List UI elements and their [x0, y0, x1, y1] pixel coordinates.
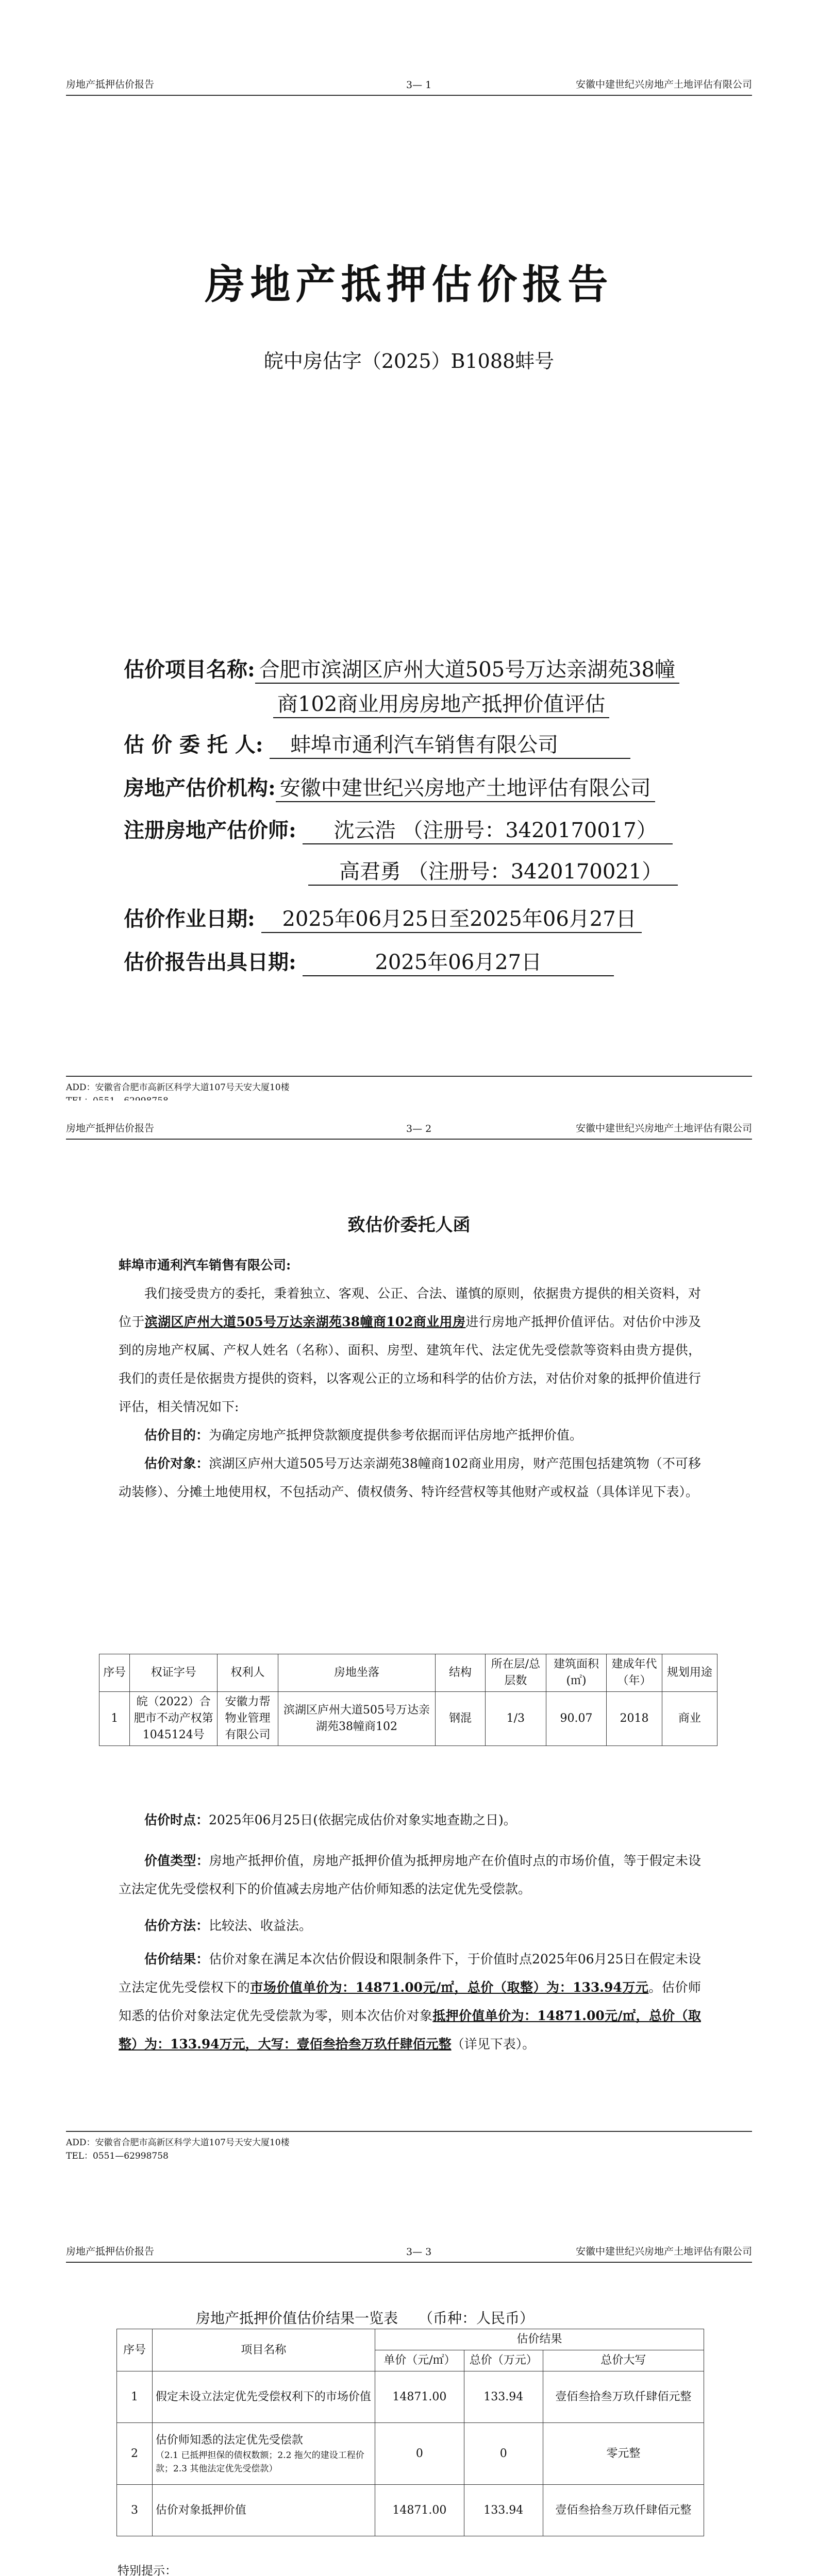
letter-body — [119, 1251, 701, 1506]
header-right: 安徽中建世纪兴房地产土地评估有限公司 — [575, 1123, 752, 1134]
header-left: 房地产抵押估价报告 — [66, 79, 155, 90]
project-name-row — [124, 653, 711, 684]
result-table — [116, 2329, 704, 2536]
result-market-value: 市场价值单价为：14871.00元/㎡，总价（取整）为：133.94万元 — [250, 1980, 649, 1995]
method-label: 估价方法： — [144, 1918, 209, 1933]
page-header — [66, 1121, 752, 1140]
result-table-title-text: 房地产抵押价值估价结果一览表 — [196, 2310, 398, 2327]
table-header-row — [99, 1654, 717, 1692]
appraiser-label: 注册房地产估价师: — [124, 818, 296, 842]
table-row — [117, 2423, 704, 2485]
rcell-upper: 壹佰叁拾叁万玖仟肆佰元整 — [543, 2371, 704, 2423]
cell-year: 2018 — [607, 1692, 662, 1746]
rcell-no: 3 — [117, 2485, 153, 2536]
footer-address: ADD：安徽省合肥市高新区科学大道107号天安大厦10楼 — [66, 2138, 290, 2148]
cell-location: 滨湖区庐州大道505号万达亲湖苑38幢商102 — [278, 1692, 435, 1746]
object-label: 估价对象： — [144, 1456, 209, 1471]
cell-no: 1 — [99, 1692, 130, 1746]
time-para — [119, 1806, 701, 1834]
org-label: 房地产估价机构: — [124, 776, 276, 800]
table-row — [117, 2485, 704, 2536]
cell-area: 90.07 — [546, 1692, 607, 1746]
rcell-item-sub: （2.1 已抵押担保的债权数额；2.2 拖欠的建设工程价款；2.3 其他法定优先受偿款） — [155, 2450, 364, 2474]
project-value-1: 合肥市滨湖区庐州大道505号万达亲湖苑38幢 — [255, 653, 679, 684]
work-date-label: 估价作业日期: — [124, 907, 255, 931]
property-table — [99, 1654, 717, 1746]
client-value: 蚌埠市通利汽车销售有限公司 — [270, 728, 630, 759]
letter-addressee: 蚌埠市通利汽车销售有限公司: — [119, 1258, 291, 1273]
rcell-total: 0 — [464, 2423, 543, 2485]
th-use: 规划用途 — [662, 1654, 717, 1692]
th-location: 房地坐落 — [278, 1654, 435, 1692]
notes-label: 特别提示： — [118, 2564, 177, 2576]
rth-result: 估价结果 — [375, 2329, 704, 2350]
special-notes — [118, 2560, 705, 2576]
purpose-para — [119, 1421, 701, 1449]
result-a: 估价对象在满足本次估价假设和限制条件下，于价值时点2025年06月25日在假定未设立法定优先受偿权下的 — [119, 1952, 701, 1995]
th-year: 建成年代（年） — [607, 1654, 662, 1692]
header-right: 安徽中建世纪兴房地产土地评估有限公司 — [575, 79, 752, 90]
method-para — [119, 1911, 701, 1940]
type-para — [119, 1846, 701, 1903]
issue-date-label: 估价报告出具日期: — [124, 950, 296, 974]
issue-date-value: 2025年06月27日 — [303, 946, 614, 976]
table-row — [117, 2371, 704, 2423]
rcell-item — [152, 2423, 375, 2485]
result-table-title — [196, 2307, 534, 2328]
rcell-upper: 壹佰叁拾叁万玖仟肆佰元整 — [543, 2485, 704, 2536]
result-mortgage-value: 抵押价值单价为：14871.00元/㎡，总价（取整）为：133.94万元，大写：壹佰叁拾叁万玖仟肆佰元整 — [119, 2008, 701, 2052]
th-floor: 所在层/总层数 — [485, 1654, 546, 1692]
rth-item: 项目名称 — [152, 2329, 375, 2371]
header-left: 房地产抵押估价报告 — [66, 1123, 155, 1134]
table-row — [99, 1692, 717, 1746]
letter-title: 致估价委托人函 — [347, 1215, 471, 1235]
th-area: 建筑面积(㎡) — [546, 1654, 607, 1692]
cell-floor: 1/3 — [485, 1692, 546, 1746]
rth-unit: 单价（元/㎡） — [375, 2350, 464, 2371]
page-header — [66, 2244, 752, 2263]
letter-intro — [119, 1279, 701, 1421]
rcell-no: 2 — [117, 2423, 153, 2485]
rcell-item: 假定未设立法定优先受偿权利下的市场价值 — [152, 2371, 375, 2423]
page-1 — [0, 0, 818, 1100]
appraiser-row-2 — [308, 855, 710, 886]
project-label: 估价项目名称: — [124, 657, 255, 682]
rcell-unit: 14871.00 — [375, 2485, 464, 2536]
cell-use: 商业 — [662, 1692, 717, 1746]
result-e: （详见下表）。 — [451, 2037, 536, 2052]
report-title: 房地产抵押估价报告 — [205, 261, 613, 308]
intro-object: 滨湖区庐州大道505号万达亲湖苑38幢商102商业用房 — [144, 1314, 466, 1329]
rcell-upper: 零元整 — [543, 2423, 704, 2485]
rcell-no: 1 — [117, 2371, 153, 2423]
rcell-item: 估价对象抵押价值 — [152, 2485, 375, 2536]
report-number: 皖中房估字（2025）B1088蚌号 — [263, 350, 555, 372]
rcell-total: 133.94 — [464, 2371, 543, 2423]
object-para — [119, 1449, 701, 1506]
project-name-row-2 — [273, 688, 711, 718]
page-footer — [66, 2131, 752, 2163]
result-header-row-1 — [117, 2329, 704, 2350]
type-label: 价值类型： — [144, 1853, 209, 1868]
footer-address: ADD：安徽省合肥市高新区科学大道107号天安大厦10楼 — [66, 1082, 290, 1093]
result-c: 。估价师知悉的估价对象法定优先受偿款为零，则本次估价对象 — [119, 1980, 701, 2023]
intro-c: 进行房地产抵押价值评估。对估价中涉及到的房地产权属、产权人姓名（名称）、面积、房型、建筑年代、法定优先受偿款等资料由贵方提供，我们的责任是依据贵方提供的资料，以客观公正的立场和科学的估价方法，对估价对象的抵押价值进行评估，相关情况如下: — [119, 1314, 701, 1414]
type-text: 房地产抵押价值，房地产抵押价值为抵押房地产在价值时点的市场价值，等于假定未设立法定优先受偿权利下的价值减去房地产估价师知悉的法定优先受偿款。 — [119, 1853, 701, 1896]
th-no: 序号 — [99, 1654, 130, 1692]
client-label: 估 价 委 托 人: — [124, 733, 263, 757]
appraiser-1: 沈云浩 （注册号：3420170017） — [303, 814, 672, 844]
header-page-no: 3— 1 — [406, 79, 432, 91]
time-label: 估价时点： — [144, 1812, 209, 1827]
client-row — [124, 728, 711, 759]
letter-body-2 — [119, 1806, 701, 2058]
result-label: 估价结果： — [144, 1952, 209, 1967]
work-date-row — [124, 903, 711, 933]
th-owner: 权利人 — [218, 1654, 278, 1692]
org-row — [124, 772, 711, 802]
cell-owner: 安徽力帮物业管理有限公司 — [218, 1692, 278, 1746]
cell-structure: 钢混 — [436, 1692, 486, 1746]
rth-no: 序号 — [117, 2329, 153, 2371]
rcell-item-main: 估价师知悉的法定优先受偿款 — [155, 2433, 303, 2447]
time-text: 2025年06月25日(依据完成估价对象实地查勘之日)。 — [209, 1812, 516, 1827]
appraiser-row — [124, 814, 711, 844]
purpose-label: 估价目的： — [144, 1428, 209, 1443]
result-table-currency: （币种：人民币） — [419, 2310, 535, 2327]
cell-cert: 皖（2022）合肥市不动产权第1045124号 — [130, 1692, 218, 1746]
result-para — [119, 1945, 701, 2058]
rcell-unit: 0 — [375, 2423, 464, 2485]
org-value: 安徽中建世纪兴房地产土地评估有限公司 — [276, 772, 655, 802]
header-page-no: 3— 3 — [406, 2246, 432, 2258]
rth-upper: 总价大写 — [543, 2350, 704, 2371]
header-page-no: 3— 2 — [406, 1123, 432, 1134]
issue-date-row — [124, 946, 711, 976]
header-left: 房地产抵押估价报告 — [66, 2246, 155, 2257]
footer-tel: TEL：0551—62998758 — [66, 2151, 169, 2161]
work-date-value: 2025年06月25日至2025年06月27日 — [261, 903, 641, 933]
th-structure: 结构 — [436, 1654, 486, 1692]
rth-total: 总价（万元） — [464, 2350, 543, 2371]
header-right: 安徽中建世纪兴房地产土地评估有限公司 — [575, 2246, 752, 2257]
page-header — [66, 77, 752, 96]
object-text: 滨湖区庐州大道505号万达亲湖苑38幢商102商业用房，财产范围包括建筑物（不可移动装修）、分摊土地使用权，不包括动产、债权债务、特许经营权等其他财产或权益（具体详见下表）。 — [119, 1456, 701, 1499]
purpose-text: 为确定房地产抵押贷款额度提供参考依据而评估房地产抵押价值。 — [209, 1428, 583, 1443]
rcell-total: 133.94 — [464, 2485, 543, 2536]
intro-a: 我们接受贵方的委托，秉着独立、客观、公正、合法、谨慎的原则，依据贵方提供的相关资料，对位于 — [119, 1286, 701, 1329]
appraiser-2: 高君勇 （注册号：3420170021） — [308, 855, 678, 886]
rcell-unit: 14871.00 — [375, 2371, 464, 2423]
project-value-2: 商102商业用房房地产抵押价值评估 — [273, 688, 609, 718]
method-text: 比较法、收益法。 — [209, 1918, 312, 1933]
th-cert: 权证字号 — [130, 1654, 218, 1692]
